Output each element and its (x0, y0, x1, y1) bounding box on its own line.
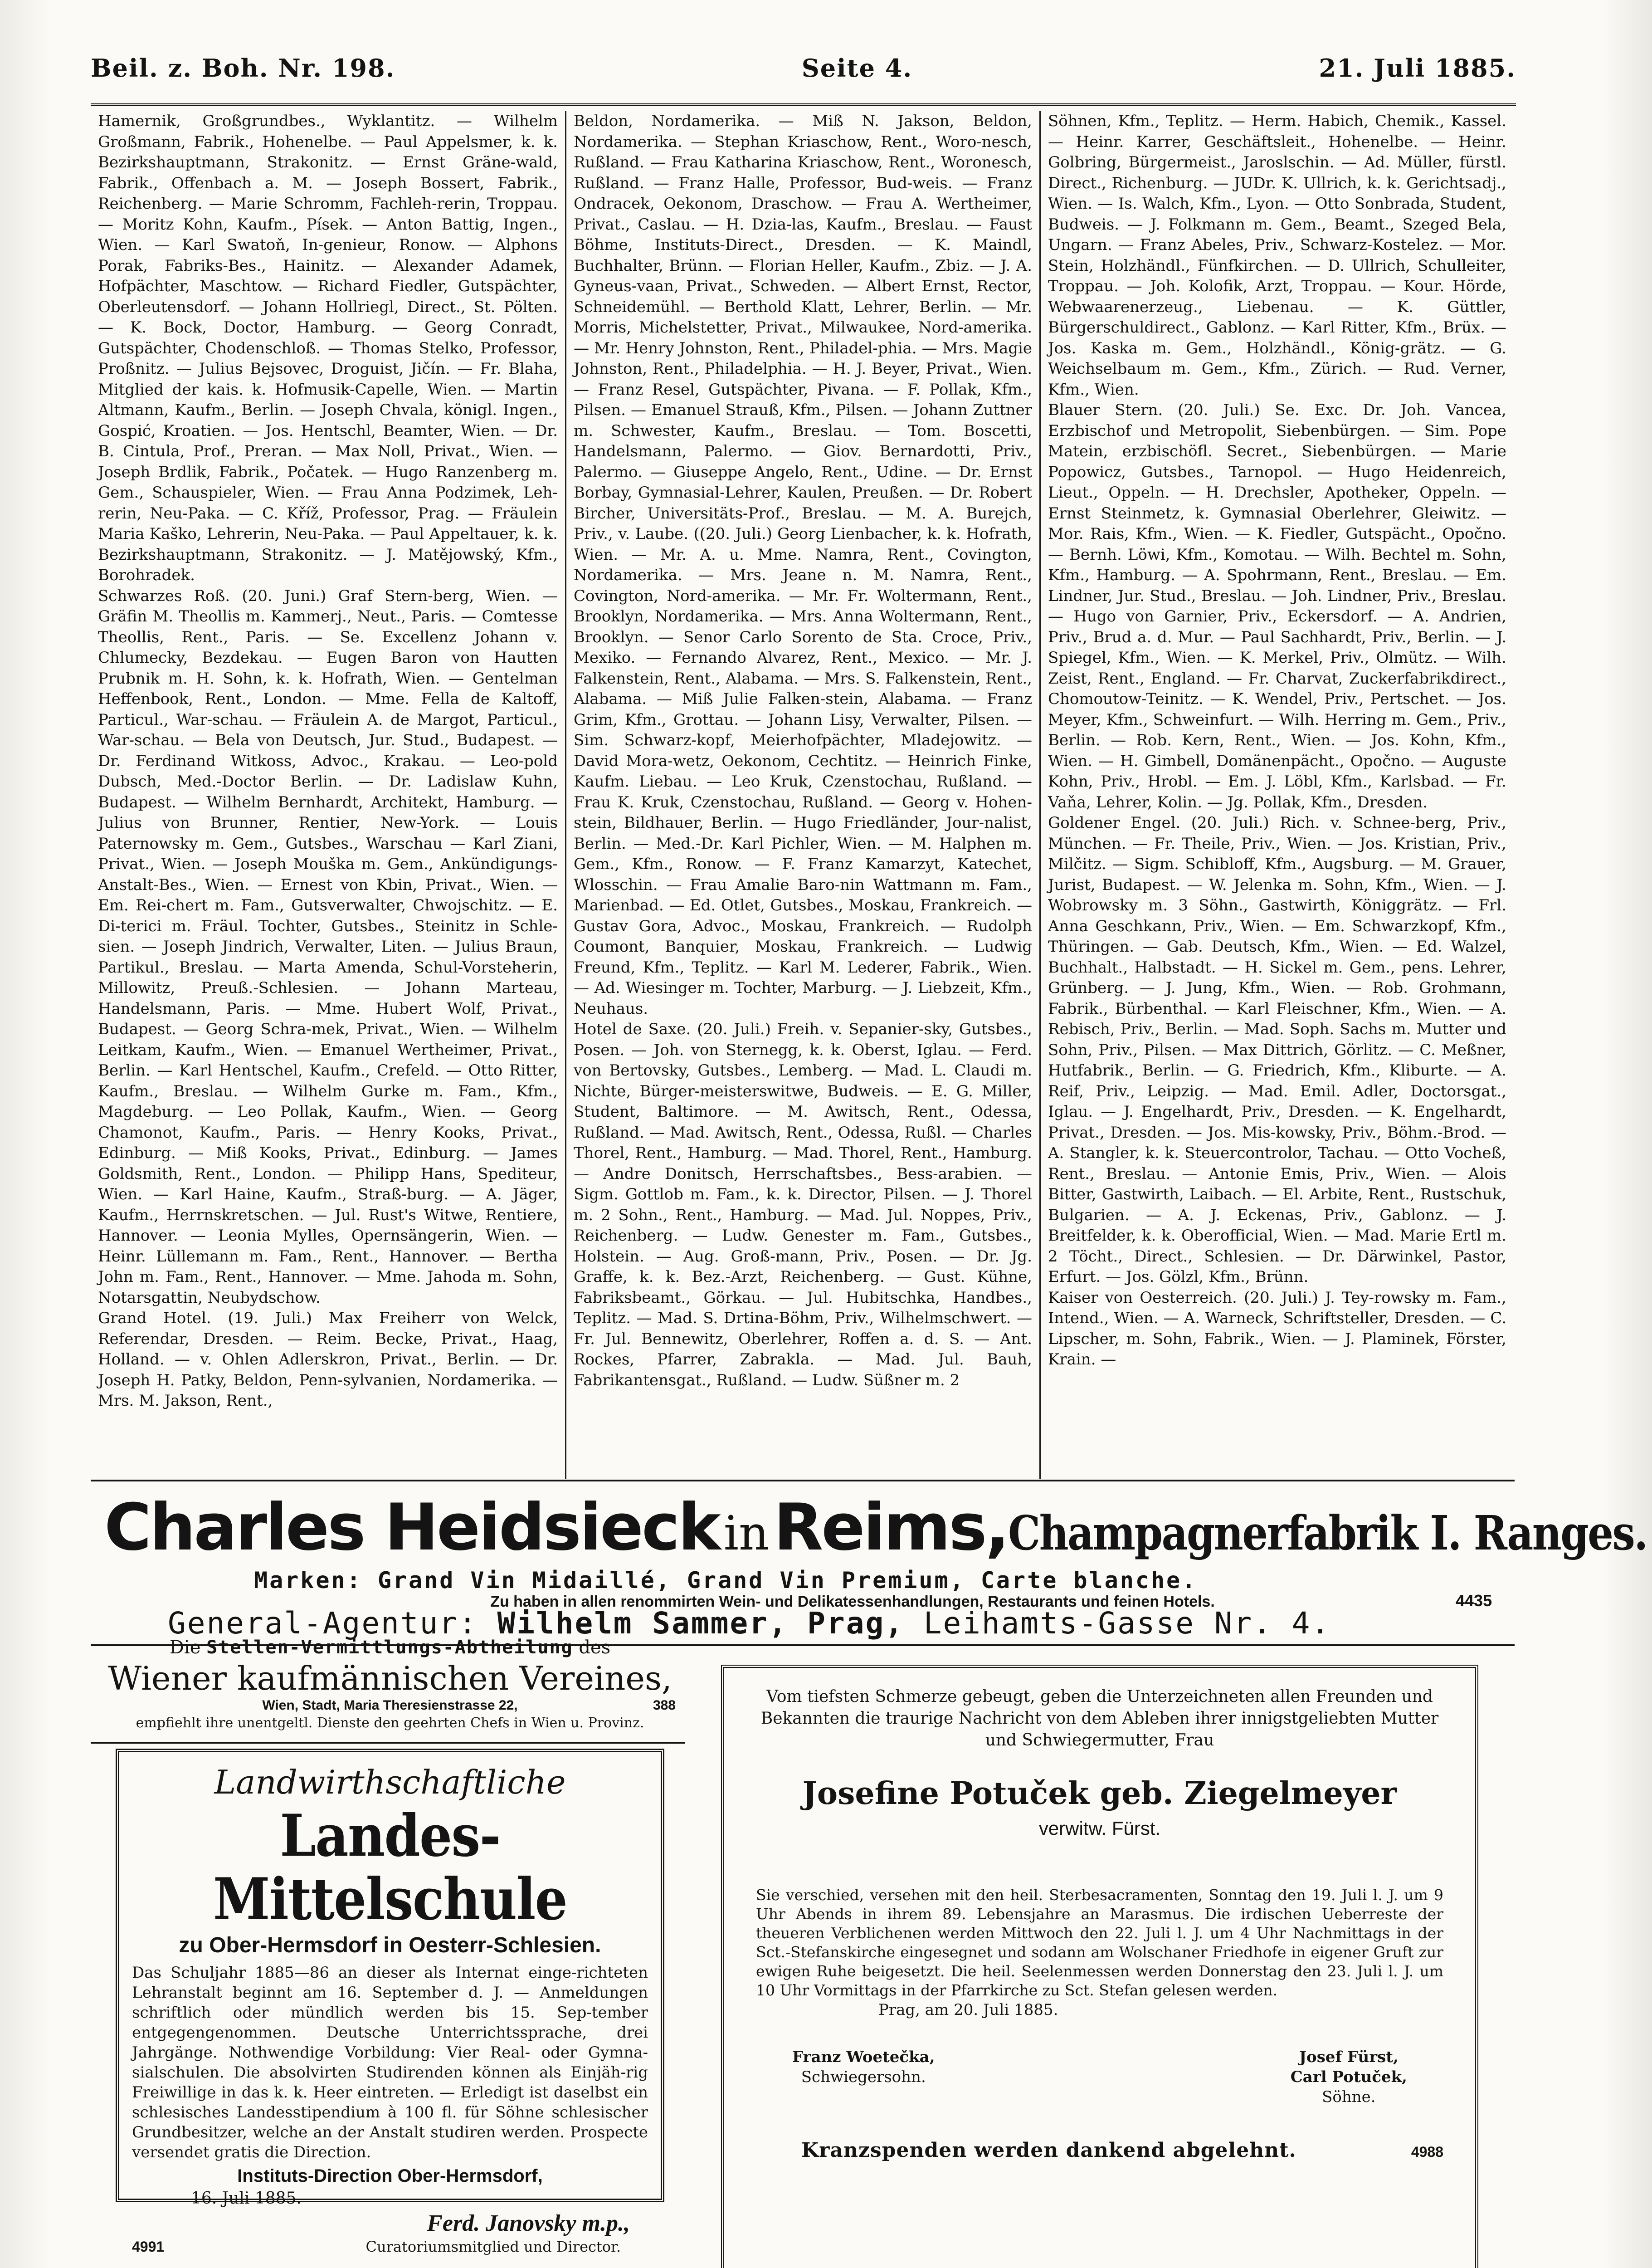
agency-address: Leihamts-Gasse Nr. 4. (923, 1606, 1331, 1641)
schule-body: Das Schuljahr 1885—86 an dieser als Internat einge-richteten Lehranstalt beginnt am 16. September d. J. — Anmeldungen schriftlich oder mündlich werden bis 15. Sep-tember entgegengenommen. Deutsche Unterrichtssprache, drei Jahrgänge. Nothwendige Vorbildung: Vier Real- oder Gymna-sialschulen. Die absolvirten Studirenden können als Einjäh-rig Freiwillige in das k. k. Heer eintreten. — Erledigt ist daselbst ein schlesisches Landesstipendium à 100 fl. für Söhne schlesischer Grundbesitzer, welche an der Anstalt studiren werden. Prospecte versendet gratis die Direction. (132, 1964, 648, 2161)
obituary-ad-number: 4988 (1411, 2144, 1443, 2160)
heidsieck-ad-title (104, 1490, 1647, 1567)
schule-footer (132, 2238, 648, 2256)
verein-title: Wiener kaufmännischen Vereines, (108, 1659, 672, 1697)
obituary-intro: Vom tiefsten Schmerze gebeugt, geben die Unterzeichneten allen Freunden und Bekannten die traurige Nachricht von dem Ableben ihrer innigstgeliebten Mutter und Schwiegermutter, Frau (760, 1687, 1439, 1750)
supplement-label: Beil. z. Boh. Nr. 198. (91, 54, 395, 83)
verein-line-1a: Die (169, 1637, 201, 1658)
verein-address-text: Wien, Stadt, Maria Theresienstrasse 22, (262, 1698, 518, 1713)
verein-line-1 (95, 1635, 685, 1660)
schule-title: Landes-Mittelschule (213, 1802, 567, 1933)
obituary-footer (756, 2139, 1443, 2162)
obituary-body: Sie verschied, versehen mit den heil. Sterbesacramenten, Sonntag den 19. Juli l. J. um 9 Uhr Abends in ihrem 89. Lebensjahre an Marasmus. Die irdischen Ueberreste der theueren Verblichenen werden Mittwoch den 22. Juli l. J. um 4 Uhr Nachmittags in der Sct.-Stefanskirche eingesegnet und sodann am Wolschaner Friedhofe in eigener Gruft zur ewigen Ruhe beigesetzt. Die heil. Seelenmessen werden Donnerstag den 23. Juli l. J. um 10 Uhr Vormittags in der Pfarrkirche zu Sct. Stefan gelesen werden. (756, 1886, 1443, 1999)
verein-address (95, 1697, 685, 1714)
deceased-name: Josefine Potuček geb. Ziegelmeyer (802, 1775, 1397, 1812)
schule-direction: Instituts-Direction Ober-Hermsdorf, (237, 2166, 543, 2186)
schule-ad-number: 4991 (132, 2239, 165, 2255)
obituary-notice (721, 1665, 1478, 2268)
guest-list-paragraph: Hotel de Saxe. (20. Juli.) Freih. v. Sepanier-sky, Gutsbes., Posen. — Joh. von Sternegg, k. k. Oberst, Iglau. — Ferd. von Bertovsky, Gutsbes., Lemberg. — Mad. L. Claudi m. Nichte, Bürger-meisterswitwe, Budweis. — E. G. Miller, Student, Baltimore. — M. Awitsch, Rent., Odessa, Rußland. — Mad. Awitsch, Rent., Odessa, Rußl. — Charles Thorel, Rent., Hamburg. — Mad. Thorel, Rent., Hamburg. — Andre Donitsch, Herrschaftsbes., Bess-arabien. — Sigm. Gottlob m. Fam., k. k. Director, Pilsen. — J. Thorel m. 2 Sohn., Rent., Hamburg. — Mad. Jul. Noppes, Priv., Reichenberg. — Ludw. Genester m. Fam., Gutsbes., Holstein. — Aug. Groß-mann, Priv., Posen. — Dr. Jg. Graffe, k. k. Bez.-Arzt, Reichenberg. — Gust. Kühne, Fabriksbeamt., Görkau. — Jul. Hubitschka, Handbes., Teplitz. — Mad. S. Drtina-Böhm, Priv., Wilhelmschwert. — Fr. Jul. Bennewitz, Oberlehrer, Roffen a. d. S. — Ant. Rockes, Pfarrer, Zabrakla. — Mad. Jul. Bauh, Fabrikantensgat., Rußland. — Ludw. Süßner m. 2 (574, 1020, 1032, 1389)
agency-prefix: General-Agentur: (168, 1606, 478, 1641)
verein-ad-number: 388 (653, 1698, 676, 1713)
sig1-role: Schwiegersohn. (801, 2068, 926, 2086)
page-number: Seite 4. (801, 54, 913, 83)
sig2-name-2: Carl Potuček, (1290, 2068, 1407, 2086)
obituary-place-date: Prag, am 20. Juli 1885. (878, 2001, 1058, 2019)
guest-list-paragraph: Blauer Stern. (20. Juli.) Se. Exc. Dr. Joh. Vancea, Erzbischof und Metropolit, Siebenbürgen. — Sim. Pope Matein, erzbischöfl. Secret., Siebenbürgen. — Marie Popowicz, Gutsbes., Tarnopol. — Hugo Heidenreich, Lieut., Oppeln. — H. Drechsler, Apotheker, Oppeln. — Ernst Steinmetz, k. Gymnasial Oberlehrer, Gleiwitz. — Mor. Rais, Kfm., Wien. — K. Fiedler, Gutspächt., Opočno. — Bernh. Löwi, Kfm., Komotau. — Wilh. Bechtel m. Sohn, Kfm., Hamburg. — A. Spohrmann, Rent., Breslau. — Em. Lindner, Jur. Stud., Breslau. — Joh. Lindner, Priv., Breslau. — Hugo von Garnier, Priv., Eckersdorf. — A. Andrien, Priv., Brud a. d. Mur. — Paul Sachhardt, Priv., Berlin. — J. Spiegel, Kfm., Wien. — K. Merkel, Priv., Olmütz. — Wilh. Zeist, Rent., England. — Fr. Charvat, Zuckerfabrikdirect., Chomoutow-Teinitz. — K. Wendel, Priv., Pertschet. — Jos. Meyer, Kfm., Schweinfurt. — Wilh. Herring m. Gem., Priv., Berlin. — Rob. Kern, Rent., Wien. — Jos. Kohn, Kfm., Wien. — H. Gimbell, Domänenpächt., Opočno. — Auguste Kohn, Priv., Hrobl. — Em. J. Löbl, Kfm., Karlsbad. — Fr. Vaňa, Lehrer, Kolin. — Jg. Pollak, Kfm., Dresden. (1048, 401, 1506, 811)
header-rule (91, 103, 1516, 106)
verein-offer: empfiehlt ihre unentgeltl. Dienste den geehrten Chefs in Wien u. Provinz. (136, 1715, 644, 1731)
column-2 (565, 111, 1039, 1479)
heidsieck-brand: Charles Heidsieck (104, 1490, 719, 1565)
guest-list-paragraph: Söhnen, Kfm., Teplitz. — Herm. Habich, Chemik., Kassel. — Heinr. Karrer, Geschäftsleit., Hohenelbe. — Heinr. Golbring, Bürgermeist., Jaroslschin. — Ad. Müller, fürstl. Direct., Richenburg. — JUDr. K. Ullrich, k. k. Gerichtsadj., Wien. — Is. Walch, Kfm., Lyon. — Otto Sonbrada, Student, Budweis. — J. Folkmann m. Gem., Beamt., Szeged Bela, Ungarn. — Franz Abeles, Priv., Schwarz-Kostelez. — Mor. Stein, Holzhändl., Fünfkirchen. — D. Ullrich, Schulleiter, Troppau. — Joh. Kolofik, Arzt, Troppau. — Kour. Hörde, Webwaarenerzeug., Liebenau. — K. Güttler, Bürgerschuldirect., Gablonz. — Karl Ritter, Kfm., Brüx. — Jos. Kaska m. Gem., Holzhändl., König-grätz. — G. Weichselbaum m. Gem., Kfm., Zürich. — Rud. Verner, Kfm., Wien. (1048, 112, 1506, 399)
heidsieck-availability: Zu haben in allen renommirten Wein- und Delikatessenhandlungen, Restaurants und feinen Hotels. (490, 1593, 1215, 1610)
signature-sons (1291, 2047, 1407, 2107)
schule-signer-role: Curatoriumsmitglied und Director. (365, 2238, 621, 2255)
guest-list-columns (91, 111, 1515, 1479)
signature-son-in-law (792, 2047, 935, 2107)
columns-bottom-rule (91, 1480, 1515, 1481)
column-3 (1039, 111, 1514, 1479)
no-flowers-note: Kranzspenden werden dankend abgelehnt. (801, 2139, 1296, 2162)
sig2-role: Söhne. (1322, 2088, 1376, 2106)
guest-list-paragraph: Hamernik, Großgrundbes., Wyklantitz. — Wilhelm Großmann, Fabrik., Hohenelbe. — Paul Appelsmer, k. k. Bezirkshauptmann, Strakonitz. — Ernst Gräne-wald, Fabrik., Offenbach a. M. — Joseph Bossert, Fabrik., Reichenberg. — Marie Schromm, Fachleh-rerin, Troppau. — Moritz Kohn, Kaufm., Písek. — Anton Battig, Ingen., Wien. — Karl Swatoň, In-genieur, Ronow. — Alphons Porak, Fabriks-Bes., Hainitz. — Alexander Adamek, Hofpächter, Maschtow. — Richard Fiedler, Gutspächter, Oberleutensdorf. — Johann Hollriegl, Direct., St. Pölten. — K. Bock, Doctor, Hamburg. — Georg Conradt, Gutspächter, Chodenschloß. — Thomas Stelko, Professor, Proßnitz. — Julius Bejsovec, Droguist, Jičín. — Fr. Blaha, Mitglied der kais. k. Hofmusik-Capelle, Wien. — Martin Altmann, Kaufm., Berlin. — Joseph Chvala, königl. Ingen., Gospić, Kroatien. — Jos. Hentschl, Beamter, Wien. — Dr. B. Cintula, Prof., Preran. — Max Noll, Privat., Wien. — Joseph Brdlik, Fabrik., Počatek. — Hugo Ranzenberg m. Gem., Schauspieler, Wien. — Frau Anna Podzimek, Leh-rerin, Neu-Paka. — C. Kříž, Professor, Prag. — Fräulein Maria Kaško, Lehrerin, Neu-Paka. — Paul Appeltauer, k. k. Bezirkshauptmann, Strakonitz. — J. Matějowský, Kfm., Borohradek. (98, 112, 558, 584)
sig1-name: Franz Woetečka, (792, 2048, 935, 2066)
schule-signature: Ferd. Janovsky m.p., (427, 2210, 630, 2236)
schule-kicker: Landwirthschaftliche (214, 1763, 566, 1801)
guest-list-paragraph: Goldener Engel. (20. Juli.) Rich. v. Schnee-berg, Priv., München. — Fr. Theile, Priv., Wien. — Jos. Kristian, Priv., Milčitz. — Sigm. Schibloff, Kfm., Augsburg. — M. Grauer, Jurist, Budapest. — W. Jelenka m. Sohn, Kfm., Wien. — J. Wobrowsky m. 3 Söhn., Gastwirth, Königgrätz. — Frl. Anna Geschkann, Priv., Wien. — Em. Schwarzkopf, Kfm., Thüringen. — Gab. Deutsch, Kfm., Wien. — Ed. Walzel, Buchhalt., Halbstadt. — H. Sickel m. Gem., pens. Lehrer, Grünberg. — J. Jung, Kfm., Wien. — Rob. Grohmann, Fabrik., Bürbenthal. — Karl Fleischner, Kfm., Wien. — A. Rebisch, Priv., Berlin. — Mad. Soph. Sachs m. Mutter und Sohn, Priv., Pilsen. — Max Dittrich, Görlitz. — C. Meßner, Hutfabrik., Berlin. — G. Friedrich, Kfm., Kliburte. — A. Reif, Priv., Leipzig. — Mad. Emil. Adler, Doctorsgat., Iglau. — J. Engelhardt, Priv., Dresden. — K. Engelhardt, Privat., Dresden. — Jos. Mis-kowsky, Priv., Böhm.-Brod. — A. Stangler, k. k. Steuercontrolor, Tachau. — Otto Vocheß, Rent., Breslau. — Antonie Emis, Priv., Wien. — Alois Bitter, Gastwirth, Laibach. — El. Arbite, Rent., Rustschuk, Bulgarien. — A. J. Eckenas, Priv., Gablonz. — J. Breitfelder, k. k. Oberofficial, Wien. — Mad. Marie Ertl m. 2 Töcht., Direct., Schlesien. — Dr. Därwinkel, Pastor, Erfurt. — Jos. Gölzl, Kfm., Brünn. (1048, 814, 1506, 1286)
column-1 (91, 111, 565, 1479)
schule-date: 16. Juli 1885. (191, 2189, 302, 2208)
heidsieck-brands: Marken: Grand Vin Midaillé, Grand Vin Premium, Carte blanche. (254, 1567, 1198, 1593)
sig2-name: Josef Fürst, (1299, 2048, 1399, 2066)
schule-location: zu Ober-Hermsdorf in Oesterr-Schlesien. (179, 1933, 601, 1957)
guest-list-paragraph: Kaiser von Oesterreich. (20. Juli.) J. Tey-rowsky m. Fam., Intend., Wien. — A. Warneck, Schriftsteller, Dresden. — C. Lipscher, m. Sohn, Fabrik., Wien. — J. Plaminek, Förster, Krain. — (1048, 1288, 1506, 1369)
guest-list-paragraph: Beldon, Nordamerika. — Miß N. Jakson, Beldon, Nordamerika. — Stephan Kriaschow, Rent., Woro-nesch, Rußland. — Frau Katharina Kriaschow, Rent., Woronesch, Rußland. — Franz Halle, Professor, Bud-weis. — Franz Ondracek, Oekonom, Draschow. — Frau A. Wertheimer, Privat., Caslau. — H. Dzia-las, Kaufm., Breslau. — Faust Böhme, Instituts-Direct., Dresden. — K. Maindl, Buchhalter, Brünn. — Florian Heller, Kaufm., Zbiz. — J. A. Gyneus-vaan, Privat., Schweden. — Albert Ernst, Rector, Schneidemühl. — Berthold Klatt, Lehrer, Berlin. — Mr. Morris, Michelstetter, Privat., Milwaukee, Nord-amerika. — Mr. Henry Johnston, Rent., Philadel-phia. — Mrs. Magie Johnston, Rent., Philadelphia. — H. J. Beyer, Privat., Wien. — Franz Resel, Gutspächter, Pivana. — F. Pollak, Kfm., Pilsen. — Emanuel Strauß, Kfm., Pilsen. — Johann Zuttner m. Schwester, Kaufm., Breslau. — Tom. Boscetti, Handelsmann, Palermo. — Giov. Bernardotti, Priv., Palermo. — Giuseppe Angelo, Rent., Udine. — Dr. Ernst Borbay, Gymnasial-Lehrer, Kaulen, Preußen. — Dr. Robert Bircher, Universitäts-Prof., Breslau. — M. A. Burejch, Priv., v. Laube. ((20. Juli.) Georg Lienbacher, k. k. Hofrath, Wien. — Mr. A. u. Mme. Namra, Rent., Covington, Nordamerika. — Mrs. Jeane n. M. Namra, Rent., Covington, Nord-amerika. — Mr. Fr. Woltermann, Rent., Brooklyn, Nordamerika. — Mrs. Anna Woltermann, Rent., Brooklyn. — Senor Carlo Sorento de Sta. Croce, Priv., Mexiko. — Fernando Alvarez, Rent., Mexico. — Mr. J. Falkenstein, Rent., Alabama. — Mrs. S. Falkenstein, Rent., Alabama. — Miß Julie Falken-stein, Alabama. — Franz Grim, Kfm., Grottau. — Johann Lisy, Verwalter, Pilsen. — Sim. Schwarz-kopf, Meierhofpächter, Mladejowitz. — David Mora-wetz, Oekonom, Cechtitz. — Heinrich Finke, Kaufm. Liebau. — Leo Kruk, Czenstochau, Rußland. — Frau K. Kruk, Czenstochau, Rußland. — Georg v. Hohen-stein, Bildhauer, Berlin. — Hugo Friedländer, Jour-nalist, Berlin. — Med.-Dr. Karl Pichler, Wien. — M. Halphen m. Gem., Kfm., Ronow. — F. Franz Kamarzyt, Katechet, Wlosschin. — Frau Amalie Baro-nin Wattmann m. Fam., Marienbad. — Ed. Otlet, Gutsbes., Moskau, Frankreich. — Gustav Gora, Advoc., Moskau, Frankreich. — Rudolph Coumont, Banquier, Moskau, Frankreich. — Ludwig Freund, Kfm., Teplitz. — Karl M. Lederer, Fabrik., Wien. — Ad. Wiesinger m. Tochter, Marburg. — J. Liebzeit, Kfm., Neuhaus. (574, 112, 1032, 1018)
verein-line-1c: des (579, 1637, 611, 1658)
heidsieck-ad-number: 4435 (1456, 1591, 1492, 1610)
verein-ad (95, 1635, 685, 1735)
guest-list-paragraph: Schwarzes Roß. (20. Juni.) Graf Stern-berg, Wien. — Gräfin M. Theollis m. Kammerj., Neut., Paris. — Comtesse Theollis, Rent., Paris. — Se. Excellenz Johann v. Chlumecky, Bezdekau. — Eugen Baron von Hautten Prubnik m. H. Sohn, k. k. Hofrath, Wien. — Gentelman Heffenbook, Rent., London. — Mme. Fella de Kaltoff, Particul., War-schau. — Fräulein A. de Margot, Particul., War-schau. — Bela von Deutsch, Jur. Stud., Budapest. — Dr. Ferdinand Witkoss, Advoc., Krakau. — Leo-pold Dubsch, Med.-Doctor Berlin. — Dr. Ladislaw Kuhn, Budapest. — Wilhelm Bernhardt, Architekt, Hamburg. — Julius von Brunner, Rentier, New-York. — Louis Paternowsky m. Gem., Gutsbes., Warschau — Karl Ziani, Privat., Wien. — Joseph Mouška m. Gem., Ankündigungs-Anstalt-Bes., Wien. — Ernest von Kbin, Privat., Wien. — Em. Rei-chert m. Fam., Gutsverwalter, Chwojschitz. — E. Di-terici m. Fräul. Tochter, Gutsbes., Steinitz in Schle-sien. — Joseph Jindrich, Verwalter, Liten. — Julius Braun, Partikul., Breslau. — Marta Amenda, Schul-Vorsteherin, Millowitz, Preuß.-Schlesien. — Johann Marteau, Handelsmann, Paris. — Mme. Hubert Wolf, Privat., Budapest. — Georg Schra-mek, Privat., Wien. — Wilhelm Leitkam, Kaufm., Wien. — Emanuel Wertheimer, Privat., Berlin. — Karl Hentschel, Kaufm., Crefeld. — Otto Ritter, Kaufm., Breslau. — Wilhelm Gurke m. Fam., Kfm., Magdeburg. — Leo Pollak, Kaufm., Wien. — Georg Chamonot, Kaufm., Paris. — Henry Kooks, Privat., Edinburg. — Miß Kooks, Privat., Edinburg. — James Goldsmith, Rent., London. — Philipp Hans, Spediteur, Wien. — Karl Haine, Kaufm., Straß-burg. — A. Jäger, Kaufm., Herrnskretschen. — Jul. Rust's Witwe, Rentiere, Hannover. — Leonia Mylles, Opernsängerin, Wien. — Heinr. Lüllemann m. Fam., Rent., Hannover. — Bertha John m. Fam., Rent., Hannover. — Mme. Jahoda m. Sohn, Notarsgattin, Neubydschow. (98, 587, 558, 1307)
verein-line-1b: Stellen-Vermittlungs-Abtheilung (206, 1637, 573, 1658)
verein-bottom-rule (91, 1742, 685, 1744)
schule-ad (116, 1749, 664, 2255)
heidsieck-tagline: Champagnerfabrik I. Ranges. (1008, 1505, 1647, 1561)
obituary-signatures (756, 2047, 1443, 2107)
guest-list-paragraph: Grand Hotel. (19. Juli.) Max Freiherr von Welck, Referendar, Dresden. — Reim. Becke, Privat., Haag, Holland. — v. Ohlen Adlerskron, Privat., Berlin. — Dr. Joseph H. Patky, Beldon, Penn-sylvanien, Nordamerika. — Mrs. M. Jakson, Rent., (98, 1309, 558, 1410)
heidsieck-city: Reims, (773, 1490, 1008, 1565)
heidsieck-in: in (723, 1505, 769, 1561)
agency-name: Wilhelm Sammer, Prag, (497, 1606, 904, 1641)
deceased-status: verwitw. Fürst. (1038, 1818, 1161, 1839)
page-header (91, 41, 1516, 95)
issue-date: 21. Juli 1885. (1319, 54, 1516, 83)
